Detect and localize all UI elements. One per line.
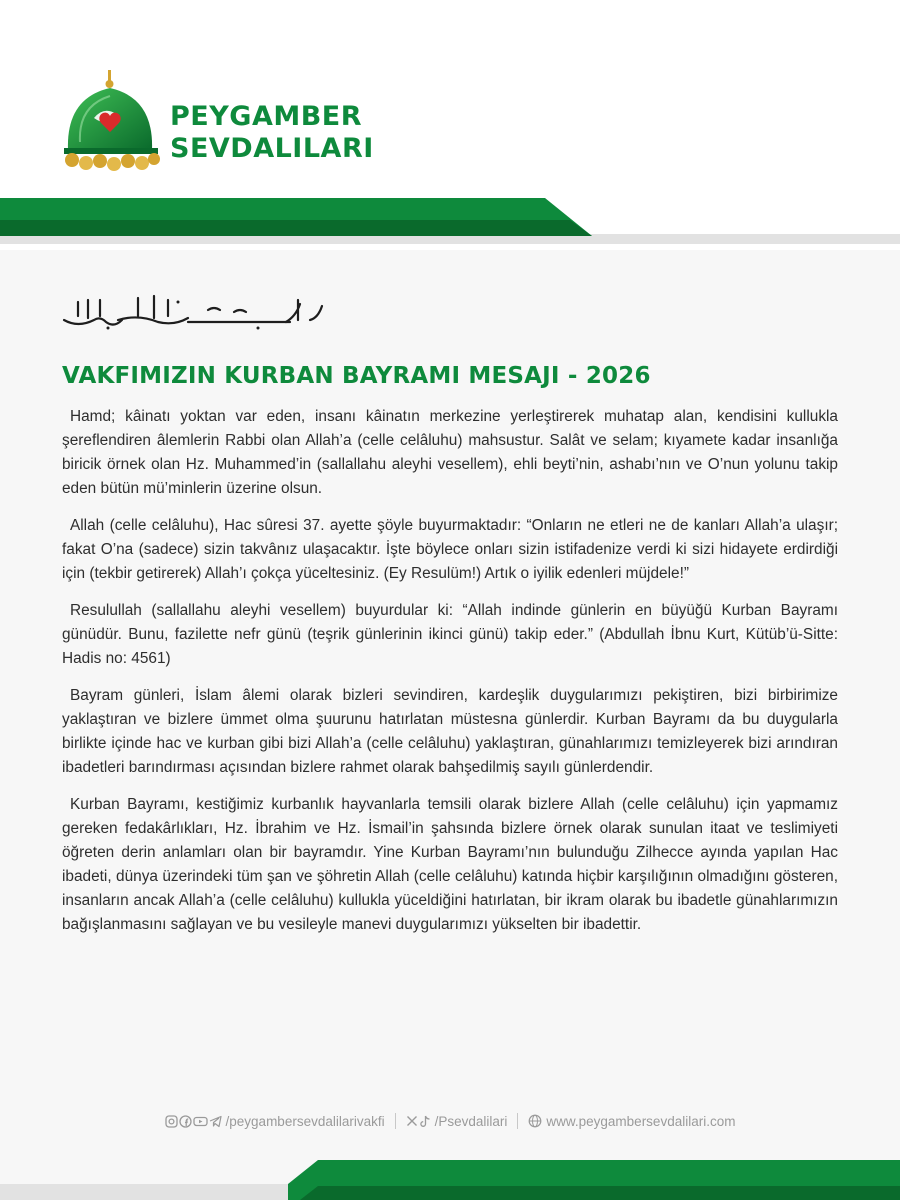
paragraph-1: Hamd; kâinatı yoktan var eden, insanı kâinatın merkezine yerleştirerek muhatap alan, kendisini kullukla şereflendiren âlemlerin Rabbi olan Allah’a (celle celâluhu) mahsustur. Salât ve selam; kıyamete kadar insanlığa biricik örnek olan Hz. Muhammed’in (sallallahu aleyhi vesellem), ehli beyti’nin, ashabı’nın ve O’nun yolunu takip eden bütün mü’minlerin üzerine olsun. bbox=[62, 408, 838, 497]
footer-web-group bbox=[528, 1114, 735, 1129]
page-footer bbox=[0, 1106, 900, 1136]
facebook-icon[interactable] bbox=[179, 1115, 192, 1128]
header-stripe bbox=[0, 198, 900, 250]
footer-divider bbox=[517, 1113, 518, 1129]
social-icons bbox=[165, 1115, 223, 1128]
x-icon[interactable] bbox=[406, 1115, 418, 1127]
tiktok-icon[interactable] bbox=[419, 1115, 431, 1128]
paragraph-2: Allah (celle celâluhu), Hac sûresi 37. ayette şöyle buyurmaktadır: “Onların ne etleri ne de kanları Allah’a ulaşır; fakat O’na (sadece) sizin takvânız ulaşacaktır. İşte böylece onları sizin istifadenize verdi ki sizi hidayete erdirdiği için (tekbir getirerek) Allah’ı çokça yüceltesiniz. (Ey Resulüm!) Artık o iyilik edenleri müjdele!” bbox=[62, 517, 838, 582]
youtube-icon[interactable] bbox=[193, 1115, 208, 1128]
x-tiktok-handle[interactable]: /Psevdalilari bbox=[434, 1113, 508, 1129]
web-icons bbox=[528, 1114, 543, 1128]
basmala-calligraphy-icon bbox=[58, 290, 330, 332]
page-header bbox=[0, 0, 900, 250]
logo-dome-icon bbox=[58, 68, 164, 172]
instagram-icon[interactable] bbox=[165, 1115, 178, 1128]
website-link[interactable]: www.peygambersevdalilari.com bbox=[546, 1113, 736, 1129]
brand-line-1: PEYGAMBER bbox=[170, 101, 363, 132]
document-title: VAKFIMIZIN KURBAN BAYRAMI MESAJI - 2026 bbox=[62, 363, 651, 389]
footer-divider bbox=[395, 1113, 396, 1129]
paragraph-4: Bayram günleri, İslam âlemi olarak bizleri sevindiren, kardeşlik duygularımızı pekiştiren, bizi birbirimize yaklaştıran ve bizlere ümmet olma şuurunu hatırlatan müstesna günlerdir. Kurban Bayramı da bu duygularla birlikte içinde hac ve kurban gibi bizi Allah’a (celle celâluhu) yaklaştıran, günahlarımızı temizleyerek bizi arındıran ibadetleri barındırması açısından bizlere rahmet olarak bahşedilmiş sayılı günlerdendir. bbox=[62, 687, 838, 776]
footer-social-group bbox=[165, 1114, 385, 1129]
globe-icon bbox=[528, 1114, 542, 1128]
x-tiktok-icons bbox=[406, 1115, 432, 1128]
telegram-icon[interactable] bbox=[209, 1115, 222, 1128]
footer-stripe bbox=[0, 1160, 900, 1200]
document-body bbox=[62, 405, 838, 950]
social-handle[interactable]: /peygambersevdalilarivakfi bbox=[225, 1113, 385, 1129]
paragraph-3: Resulullah (sallallahu aleyhi vesellem) buyurdular ki: “Allah indinde günlerin en büyüğü Kurban Bayramı günüdür. Bunu, fazilette nefr günü (teşrik günlerinin ikinci günü) takip eder.” (Abdullah İbnu Kurt, Kütüb’ü-Sitte: Hadis no: 4561) bbox=[62, 602, 838, 667]
footer-x-group bbox=[406, 1114, 508, 1129]
brand-name bbox=[170, 101, 374, 165]
brand-line-2: SEVDALILARI bbox=[170, 133, 374, 164]
paragraph-5: Kurban Bayramı, kestiğimiz kurbanlık hayvanlarla temsili olarak bizlere Allah (celle celâluhu) için yapmamız gereken fedakârlıkları, Hz. İbrahim ve Hz. İsmail’in şahsında bizlere örnek olarak sunulan itaat ve teslimiyeti öğreten derin anlamları olan bir bayramdır. Yine Kurban Bayramı’nın bulunduğu Zilhecce ayında yapılan Hac ibadeti, dünya üzerindeki tüm şan ve şöhretin Allah (celle celâluhu) katında hiçbir karşılığının olmadığını gösteren, insanların ancak Allah’a (celle celâluhu) kullukla yüceldiğini hatırlatan, bir ikram olarak bu ibadetle günahlarımızın bağışlanmasını sağlayan ve bu vesileyle manevi duygularımızı yükselten bir ibadettir. bbox=[62, 796, 838, 933]
